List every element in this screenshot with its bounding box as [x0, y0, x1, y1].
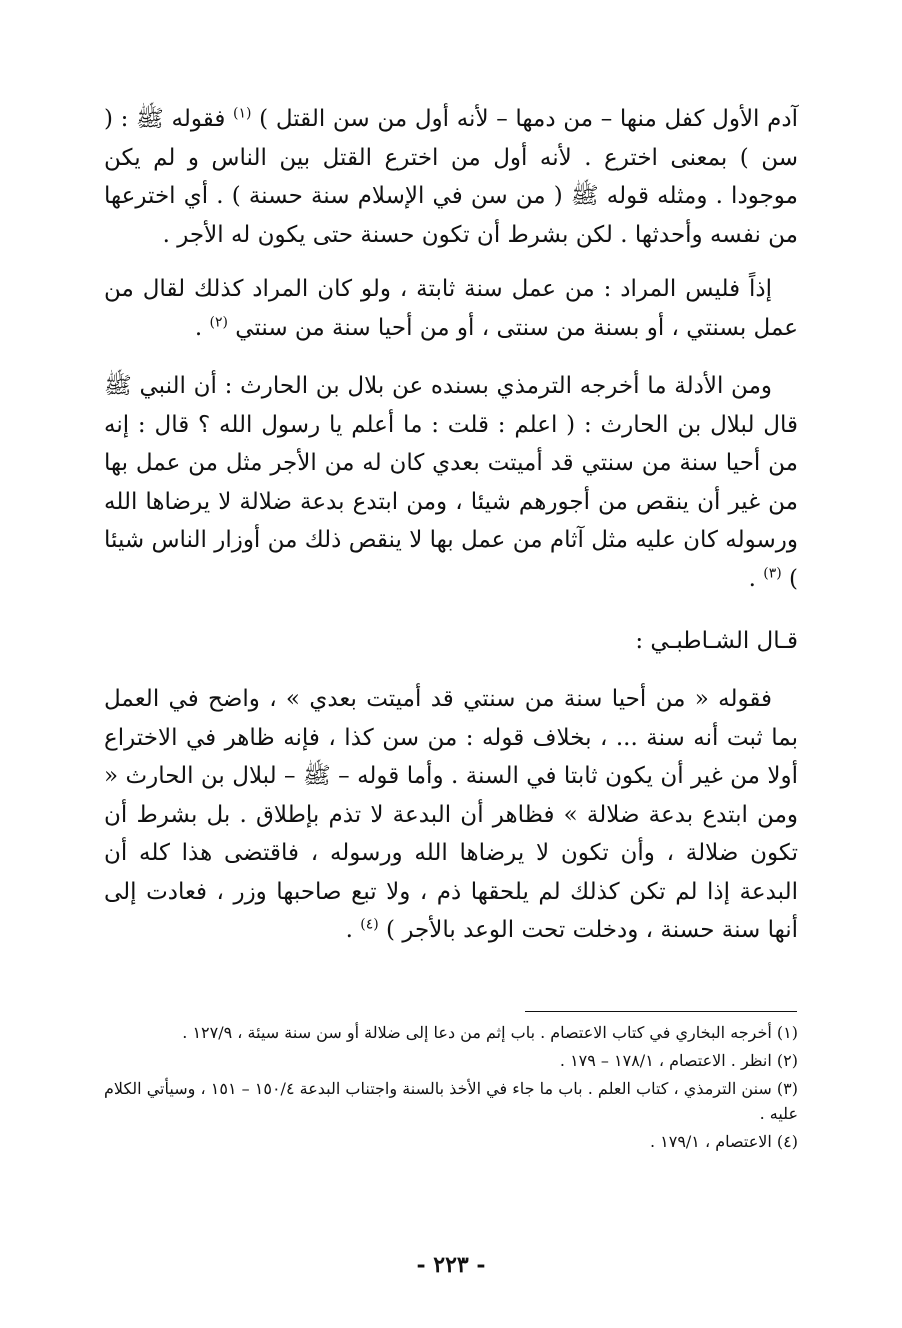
page-number: - ٢٢٣ -	[416, 1252, 486, 1278]
footnote-ref-2[interactable]: (٢)	[209, 313, 228, 330]
paragraph-2-text-b: .	[194, 314, 210, 341]
footnote-ref-3[interactable]: (٣)	[763, 564, 782, 581]
paragraph-4	[104, 680, 798, 950]
footnote-1: (١) أخرجه البخاري في كتاب الاعتصام . باب إثم من دعا إلى ضلالة أو سن سنة سيئة ، ١٢٧/٩ .	[182, 1023, 798, 1042]
paragraph-1-text-b: فقوله ﷺ : ( سن ) بمعنى اخترع . لأنه أول من اخترع القتل بين الناس و لم يكن موجودا . ومثله قوله ﷺ ( من سن في الإسلام سنة حسنة ) . أي اخترعها من نفسه وأحدثها . لكن بشرط أن تكون حسنة حتى يكون له الأجر .	[104, 106, 798, 248]
paragraph-3-text-b: .	[748, 565, 764, 592]
footnote-3: (٣) سنن الترمذي ، كتاب العلم . باب ما جاء في الأخذ بالسنة واجتناب البدعة ١٥٠/٤ – ١٥١ ، وسيأتي الكلام عليه .	[104, 1079, 799, 1123]
paragraph-2-text-a: إذاً فليس المراد : من عمل سنة ثابتة ، ولو كان المراد كذلك لقال من عمل بسنتي ، أو بسنة من سنتى ، أو من أحيا سنة من سنتي	[104, 276, 798, 341]
footnote-ref-1[interactable]: (١)	[233, 105, 252, 122]
section-heading: قـال الشـاطبـي :	[635, 628, 798, 654]
paragraph-3-text-a: ومن الأدلة ما أخرجه الترمذي بسنده عن بلال بن الحارث : أن النبي ﷺ قال لبلال بن الحارث : ( اعلم : قلت : ما أعلم يا رسول الله ؟ قال : إنه من أحيا سنة من سنتي قد أميتت بعدي كان له من الأجر مثل من عمل بها من غير أن ينقص من أجورهم شيئا ، ومن ابتدع بدعة ضلالة لا يرضاها الله ورسوله كان عليه مثل آثام من عمل بها لا ينقص ذلك من أوزار الناس شيئا )	[104, 373, 798, 592]
main-text	[104, 100, 798, 950]
footnote-separator	[525, 1011, 797, 1012]
paragraph-3	[104, 367, 798, 598]
footnote-2: (٢) انظر . الاعتصام ، ١٧٨/١ – ١٧٩ .	[559, 1051, 798, 1070]
paragraph-4-text-b: .	[345, 917, 361, 943]
footnote-ref-4[interactable]: (٤)	[360, 916, 379, 933]
paragraph-4-text-a: فقوله « من أحيا سنة من سنتي قد أميتت بعدي » ، واضح في العمل بما ثبت أنه سنة ... ، بخلاف قوله : من سن كذا ، فإنه ظاهر في الاختراع أولا من غير أن يكون ثابتا في السنة . وأما قوله – ﷺ – لبلال بن الحارث « ومن ابتدع بدعة ضلالة » فظاهر أن البدعة لا تذم بإطلاق . بل بشرط أن تكون ضلالة ، وأن تكون لا يرضاها الله ورسوله ، فاقتضى هذا كله أن البدعة إذا لم تكن كذلك لم يلحقها ذم ، ولا تبع صاحبها وزر ، فعادت إلى أنها سنة حسنة ، ودخلت تحت الوعد بالأجر )	[104, 686, 798, 943]
paragraph-1	[104, 100, 798, 254]
footnotes-section	[104, 1020, 798, 1154]
paragraph-2	[104, 270, 798, 347]
paragraph-1-text-a: آدم الأول كفل منها – من دمها – لأنه أول من سن القتل )	[251, 106, 798, 132]
footnote-4: (٤) الاعتصام ، ١٧٩/١ .	[649, 1132, 798, 1151]
